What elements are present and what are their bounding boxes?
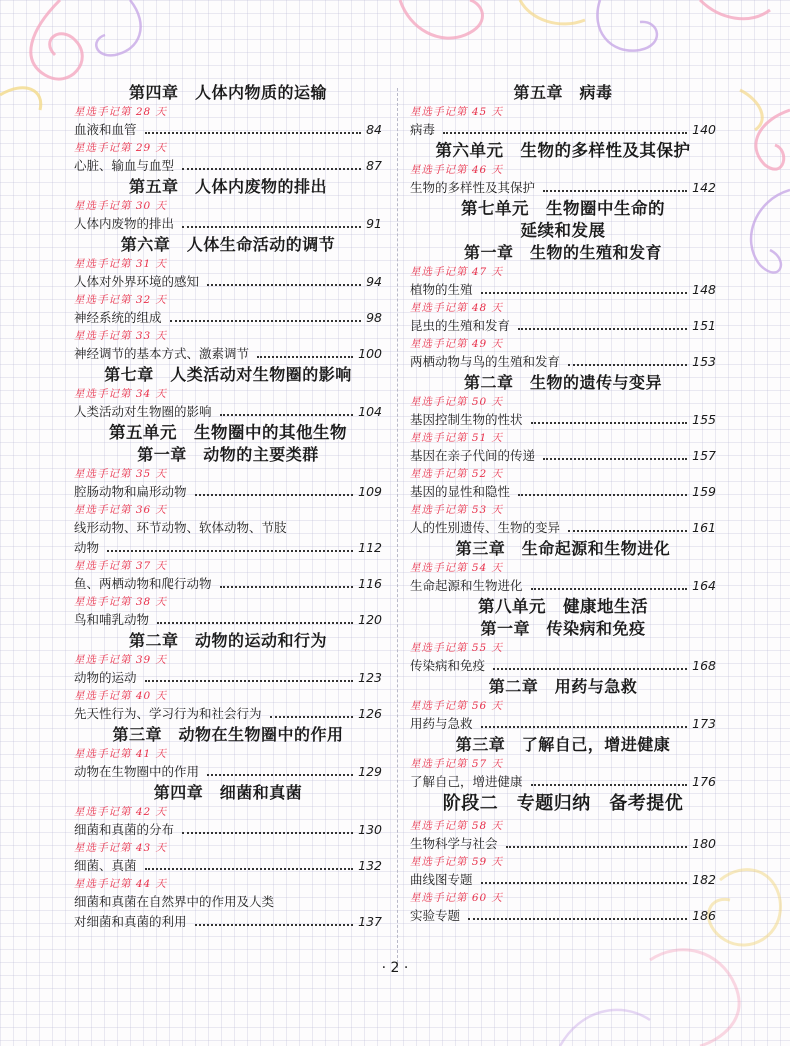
dot-leader — [157, 622, 353, 624]
toc-entry[interactable] — [410, 482, 716, 502]
dot-leader — [182, 168, 361, 170]
toc-entry-page: 180 — [692, 836, 716, 851]
toc-entry-title: 神经调节的基本方式、激素调节 — [74, 346, 250, 361]
toc-entry-title: 实验专题 — [410, 908, 461, 923]
day-label: 星选手记第 29 天 — [74, 142, 168, 154]
day-label: 星选手记第 37 天 — [74, 560, 168, 572]
day-label: 星选手记第 45 天 — [410, 106, 504, 118]
chapter-heading: 第三章 了解自己，增进健康 — [455, 735, 671, 754]
dot-leader — [145, 680, 354, 682]
dot-leader — [506, 846, 688, 848]
chapter-heading: 第五章 病毒 — [513, 83, 613, 102]
toc-entry-page: 94 — [366, 274, 382, 289]
toc-entry-title: 人类活动对生物圈的影响 — [74, 404, 212, 419]
day-label: 星选手记第 51 天 — [410, 432, 504, 444]
toc-entry-page: 109 — [358, 484, 382, 499]
toc-entry[interactable] — [410, 656, 716, 676]
dot-leader — [170, 320, 362, 322]
chapter-heading: 第一章 传染病和免疫 — [480, 619, 646, 638]
toc-entry-title: 昆虫的生殖和发育 — [410, 318, 511, 333]
dot-leader — [207, 284, 361, 286]
day-label: 星选手记第 52 天 — [410, 468, 504, 480]
chapter-heading: 第七章 人类活动对生物圈的影响 — [104, 365, 352, 384]
dot-leader — [531, 422, 688, 424]
dot-leader — [481, 292, 688, 294]
day-label: 星选手记第 35 天 — [74, 468, 168, 480]
toc-entry-title: 先天性行为、学习行为和社会行为 — [74, 706, 262, 721]
toc-entry[interactable] — [74, 482, 382, 502]
toc-entry[interactable] — [74, 574, 382, 594]
toc-right-column — [410, 82, 716, 926]
chapter-heading: 第二章 动物的运动和行为 — [128, 631, 327, 650]
day-label: 星选手记第 39 天 — [74, 654, 168, 666]
chapter-heading: 第三章 生命起源和生物进化 — [455, 539, 671, 558]
toc-entry[interactable] — [74, 820, 382, 840]
toc-entry[interactable] — [410, 772, 716, 792]
dot-leader — [207, 774, 353, 776]
toc-entry-page: 98 — [366, 310, 382, 325]
toc-entry[interactable] — [74, 856, 382, 876]
toc-entry-page: 104 — [358, 404, 382, 419]
toc-entry-title: 生物的多样性及其保护 — [410, 180, 536, 195]
toc-entry[interactable] — [410, 446, 716, 466]
toc-entry[interactable] — [410, 178, 716, 198]
dot-leader — [443, 132, 687, 134]
toc-entry-title: 基因控制生物的性状 — [410, 412, 523, 427]
toc-entry-page: 100 — [358, 346, 382, 361]
dot-leader — [182, 226, 361, 228]
toc-entry[interactable] — [74, 344, 382, 364]
dot-leader — [257, 356, 353, 358]
chapter-heading: 第五章 人体内废物的排出 — [128, 177, 327, 196]
day-label: 星选手记第 28 天 — [74, 106, 168, 118]
toc-entry[interactable] — [410, 120, 716, 140]
dot-leader — [481, 726, 688, 728]
toc-left-column — [74, 82, 382, 932]
toc-entry-title: 基因在亲子代间的传递 — [410, 448, 536, 463]
toc-entry-page: 151 — [692, 318, 716, 333]
toc-entry-title: 生命起源和生物进化 — [410, 578, 523, 593]
dot-leader — [270, 716, 354, 718]
dot-leader — [531, 784, 688, 786]
day-label: 星选手记第 42 天 — [74, 806, 168, 818]
day-label: 星选手记第 50 天 — [410, 396, 504, 408]
dot-leader — [107, 550, 353, 552]
chapter-heading: 第二章 用药与急救 — [488, 677, 638, 696]
toc-entry-page: 182 — [692, 872, 716, 887]
toc-entry[interactable] — [74, 156, 382, 176]
chapter-heading: 第一章 生物的生殖和发育 — [463, 243, 662, 262]
dot-leader — [568, 530, 687, 532]
toc-entry-title: 腔肠动物和扁形动物 — [74, 484, 187, 499]
dot-leader — [195, 494, 354, 496]
toc-entry[interactable] — [74, 308, 382, 328]
day-label: 星选手记第 60 天 — [410, 892, 504, 904]
toc-entry-title: 细菌和真菌的分布 — [74, 822, 175, 837]
stage-heading: 阶段二 专题归纳 备考提优 — [442, 793, 684, 814]
toc-entry-page: 132 — [358, 858, 382, 873]
dot-leader — [468, 918, 687, 920]
dot-leader — [145, 132, 362, 134]
toc-entry[interactable] — [74, 762, 382, 782]
toc-entry[interactable] — [410, 576, 716, 596]
unit-heading: 第七单元 生物圈中生命的 — [461, 199, 665, 218]
toc-entry[interactable] — [410, 352, 716, 372]
day-label: 星选手记第 47 天 — [410, 266, 504, 278]
chapter-heading: 第四章 细菌和真菌 — [153, 783, 303, 802]
day-label: 星选手记第 59 天 — [410, 856, 504, 868]
toc-entry[interactable] — [74, 668, 382, 688]
day-label: 星选手记第 40 天 — [74, 690, 168, 702]
toc-entry[interactable] — [74, 610, 382, 630]
toc-entry-page: 159 — [692, 484, 716, 499]
toc-entry-title-line: 线形动物、环节动物、软体动物、节肢 — [74, 520, 287, 535]
toc-entry-page: 87 — [366, 158, 382, 173]
toc-entry-title: 细菌、真菌 — [74, 858, 137, 873]
toc-entry[interactable] — [410, 280, 716, 300]
day-label: 星选手记第 30 天 — [74, 200, 168, 212]
toc-entry-page: 120 — [358, 612, 382, 627]
toc-entry-page: 173 — [692, 716, 716, 731]
toc-entry[interactable] — [410, 870, 716, 890]
toc-entry[interactable] — [74, 120, 382, 140]
toc-entry-title: 人体对外界环境的感知 — [74, 274, 200, 289]
day-label: 星选手记第 38 天 — [74, 596, 168, 608]
toc-entry-title: 神经系统的组成 — [74, 310, 162, 325]
toc-entry-page: 142 — [692, 180, 716, 195]
toc-entry-page: 153 — [692, 354, 716, 369]
chapter-heading: 第一章 动物的主要类群 — [137, 445, 319, 464]
toc-entry-title: 植物的生殖 — [410, 282, 473, 297]
toc-entry-title: 曲线图专题 — [410, 872, 473, 887]
toc-entry-title: 了解自己，增进健康 — [410, 774, 523, 789]
toc-entry[interactable] — [410, 834, 716, 854]
day-label: 星选手记第 43 天 — [74, 842, 168, 854]
toc-entry-page: 168 — [692, 658, 716, 673]
dot-leader — [518, 494, 687, 496]
toc-entry-title: 动物在生物圈中的作用 — [74, 764, 200, 779]
toc-entry-page: 112 — [358, 540, 382, 555]
toc-entry[interactable] — [74, 704, 382, 724]
toc-entry-title: 两栖动物与鸟的生殖和发育 — [410, 354, 561, 369]
dot-leader — [220, 414, 354, 416]
toc-entry-page: 116 — [358, 576, 382, 591]
toc-entry[interactable] — [410, 906, 716, 926]
toc-entry-page: 91 — [366, 216, 382, 231]
toc-entry-page: 137 — [358, 914, 382, 929]
unit-heading: 第六单元 生物的多样性及其保护 — [435, 141, 691, 160]
chapter-heading: 第二章 生物的遗传与变异 — [463, 373, 662, 392]
dot-leader — [568, 364, 687, 366]
toc-entry-page: 123 — [358, 670, 382, 685]
day-label: 星选手记第 44 天 — [74, 878, 168, 890]
toc-entry-title: 人的性别遗传、生物的变异 — [410, 520, 561, 535]
chapter-heading: 第六章 人体生命活动的调节 — [120, 235, 336, 254]
toc-entry-title: 心脏、输血与血型 — [74, 158, 175, 173]
dot-leader — [543, 458, 687, 460]
toc-entry-page: 176 — [692, 774, 716, 789]
toc-entry-title: 基因的显性和隐性 — [410, 484, 511, 499]
toc-entry-title: 动物 — [74, 540, 100, 555]
day-label: 星选手记第 34 天 — [74, 388, 168, 400]
unit-heading: 第五单元 生物圈中的其他生物 — [109, 423, 347, 442]
toc-entry[interactable] — [74, 912, 382, 932]
unit-heading: 第八单元 健康地生活 — [478, 597, 648, 616]
toc-entry-title: 病毒 — [410, 122, 436, 137]
toc-entry-title: 血液和血管 — [74, 122, 137, 137]
toc-entry[interactable] — [410, 410, 716, 430]
toc-entry-title: 生物科学与社会 — [410, 836, 498, 851]
toc-entry[interactable] — [74, 402, 382, 422]
toc-entry-title-line: 细菌和真菌在自然界中的作用及人类 — [74, 894, 275, 909]
dot-leader — [182, 832, 353, 834]
dot-leader — [518, 328, 687, 330]
unit-heading: 延续和发展 — [520, 221, 606, 240]
toc-entry-title: 用药与急救 — [410, 716, 473, 731]
toc-entry[interactable] — [410, 316, 716, 336]
toc-entry-page: 84 — [366, 122, 382, 137]
day-label: 星选手记第 53 天 — [410, 504, 504, 516]
day-label: 星选手记第 58 天 — [410, 820, 504, 832]
toc-entry-title: 对细菌和真菌的利用 — [74, 914, 187, 929]
day-label: 星选手记第 31 天 — [74, 258, 168, 270]
day-label: 星选手记第 41 天 — [74, 748, 168, 760]
day-label: 星选手记第 55 天 — [410, 642, 504, 654]
dot-leader — [195, 924, 354, 926]
toc-entry[interactable] — [410, 714, 716, 734]
toc-entry[interactable] — [74, 538, 382, 558]
toc-entry[interactable] — [410, 518, 716, 538]
toc-entry-page: 164 — [692, 578, 716, 593]
toc-entry-page: 157 — [692, 448, 716, 463]
dot-leader — [481, 882, 688, 884]
toc-entry-page: 161 — [692, 520, 716, 535]
chapter-heading: 第三章 动物在生物圈中的作用 — [112, 725, 344, 744]
dot-leader — [493, 668, 687, 670]
dot-leader — [145, 868, 354, 870]
day-label: 星选手记第 56 天 — [410, 700, 504, 712]
day-label: 星选手记第 36 天 — [74, 504, 168, 516]
toc-entry-page: 155 — [692, 412, 716, 427]
column-divider — [397, 88, 398, 968]
day-label: 星选手记第 49 天 — [410, 338, 504, 350]
toc-entry-title: 鱼、两栖动物和爬行动物 — [74, 576, 212, 591]
day-label: 星选手记第 57 天 — [410, 758, 504, 770]
day-label: 星选手记第 48 天 — [410, 302, 504, 314]
toc-entry-page: 140 — [692, 122, 716, 137]
day-label: 星选手记第 32 天 — [74, 294, 168, 306]
page-number: · 2 · — [381, 960, 409, 976]
toc-entry[interactable] — [74, 272, 382, 292]
day-label: 星选手记第 54 天 — [410, 562, 504, 574]
day-label: 星选手记第 33 天 — [74, 330, 168, 342]
toc-entry-title: 鸟和哺乳动物 — [74, 612, 150, 627]
dot-leader — [531, 588, 688, 590]
toc-entry-page: 148 — [692, 282, 716, 297]
toc-entry-page: 126 — [358, 706, 382, 721]
toc-entry-page: 186 — [692, 908, 716, 923]
chapter-heading: 第四章 人体内物质的运输 — [128, 83, 327, 102]
toc-entry-title: 动物的运动 — [74, 670, 137, 685]
day-label: 星选手记第 46 天 — [410, 164, 504, 176]
toc-entry-title: 传染病和免疫 — [410, 658, 486, 673]
dot-leader — [543, 190, 687, 192]
dot-leader — [220, 586, 354, 588]
toc-entry-page: 130 — [358, 822, 382, 837]
toc-entry[interactable] — [74, 214, 382, 234]
toc-entry-page: 129 — [358, 764, 382, 779]
toc-entry-title: 人体内废物的排出 — [74, 216, 175, 231]
